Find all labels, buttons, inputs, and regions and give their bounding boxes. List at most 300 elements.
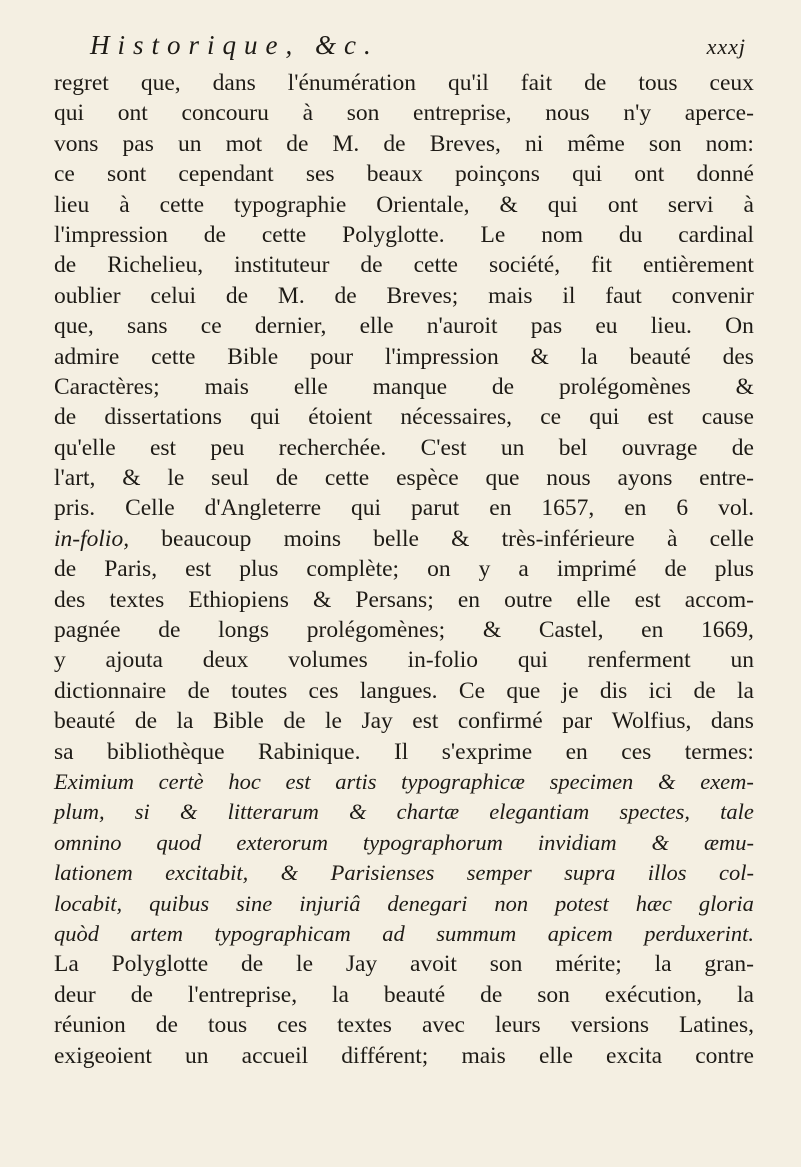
word: entreprise, — [413, 100, 512, 127]
word: imprimé — [556, 556, 637, 583]
word: ce — [54, 161, 75, 188]
word: l'entreprise, — [187, 981, 298, 1008]
word: nous — [546, 465, 591, 492]
word: seul — [211, 465, 250, 492]
word: concouru — [181, 100, 269, 127]
word: sa — [54, 738, 74, 765]
word: de — [584, 70, 607, 96]
word: lieu — [54, 191, 90, 218]
word: renferment — [587, 647, 691, 674]
word: est — [285, 768, 311, 794]
word: & — [179, 799, 198, 825]
word: de — [54, 556, 77, 583]
word: sont — [107, 161, 147, 188]
word: en — [565, 738, 588, 765]
word: étoient — [308, 404, 373, 431]
word: outre — [504, 586, 553, 613]
word: d'Angleterre — [204, 495, 322, 522]
word: poinçons — [455, 161, 540, 188]
word: C'est — [420, 434, 467, 461]
text-line — [54, 706, 754, 736]
word: ce — [540, 404, 562, 431]
word: certè — [158, 768, 204, 794]
word: que — [506, 677, 541, 704]
word: & — [499, 191, 518, 218]
word: de — [664, 556, 687, 583]
word: qui — [54, 100, 85, 127]
word: cette — [159, 191, 205, 218]
word: elle — [576, 586, 611, 613]
word: ajouta — [105, 647, 163, 674]
word: termes: — [684, 738, 754, 765]
word: ces — [308, 677, 339, 704]
word: dans — [212, 70, 256, 96]
word: gran- — [704, 951, 754, 978]
word: que, — [140, 70, 181, 96]
word: de — [480, 981, 503, 1008]
word: langues. — [359, 677, 438, 704]
word: de — [54, 404, 77, 431]
word: un — [500, 434, 525, 461]
word: admire — [54, 343, 120, 370]
word: qui — [547, 191, 578, 218]
word: la — [176, 708, 194, 735]
word: nom: — [705, 130, 754, 157]
word: summum — [436, 920, 517, 946]
word: nous — [545, 100, 590, 127]
word: instituteur — [234, 252, 330, 279]
word: cette — [324, 465, 370, 492]
word: l'impression — [384, 343, 499, 370]
word: Breves; — [386, 282, 459, 309]
word: potest — [555, 890, 609, 916]
word: in-folio — [407, 647, 479, 674]
word: sine — [236, 890, 273, 916]
word: tous — [638, 70, 678, 96]
word: toutes — [231, 677, 288, 704]
word: de — [225, 282, 249, 309]
word: qui — [589, 404, 620, 431]
word: deux — [202, 647, 249, 674]
text-line — [54, 615, 754, 645]
text-line — [54, 190, 754, 220]
text-line — [54, 98, 754, 128]
word: denegari — [387, 890, 468, 916]
word: Celle — [125, 495, 175, 522]
word: on — [427, 556, 451, 583]
word: cette — [413, 252, 458, 279]
text-line — [54, 524, 754, 554]
word: recherchée. — [278, 434, 387, 461]
word: pagnée — [54, 617, 121, 644]
word: que — [485, 465, 520, 492]
text-line — [54, 281, 754, 311]
word: accueil — [241, 1042, 309, 1069]
word: mais — [204, 373, 249, 400]
word: specimen — [549, 768, 634, 794]
word: beaucoup — [161, 525, 252, 552]
text-line — [54, 828, 754, 858]
word: si — [134, 799, 150, 825]
word: ouvrage — [621, 434, 698, 461]
word: & — [735, 373, 754, 400]
word: plus — [239, 556, 279, 583]
word: la — [737, 677, 754, 704]
word: son — [489, 951, 523, 978]
word: l'énumération — [287, 70, 416, 96]
word: contre — [695, 1042, 754, 1069]
book-page — [54, 30, 754, 1071]
word: typographorum — [362, 829, 503, 855]
word: ont — [634, 161, 665, 188]
page-number: xxxj — [706, 34, 746, 59]
word: qu'il — [447, 70, 489, 96]
word: invidiam — [537, 829, 617, 855]
word: plum, — [54, 799, 105, 825]
text-line — [54, 493, 754, 523]
word: M. — [332, 130, 360, 157]
word: de — [693, 677, 716, 704]
word: tale — [720, 799, 754, 825]
word: non — [494, 890, 529, 916]
word: typographicæ — [401, 768, 525, 794]
word: nom — [541, 221, 583, 248]
word: ayons — [617, 465, 673, 492]
word: de — [130, 981, 153, 1008]
word: tous — [207, 1012, 248, 1039]
running-head — [54, 30, 754, 66]
word: spectes, — [619, 799, 691, 825]
word: cette — [261, 221, 307, 248]
text-line — [54, 767, 754, 797]
word: beauté — [54, 708, 116, 735]
word: société, — [488, 252, 561, 279]
word: un — [177, 130, 202, 157]
word: dictionnaire — [54, 677, 167, 704]
word: que, — [54, 313, 94, 340]
word: à — [666, 525, 678, 552]
word: Parisienses — [330, 860, 435, 886]
word: de — [54, 252, 77, 279]
word: Bible — [227, 343, 279, 370]
word: est — [412, 708, 439, 735]
word: convenir — [671, 282, 754, 309]
word: vol. — [718, 495, 754, 522]
word: est — [647, 404, 674, 431]
word: le — [325, 708, 342, 735]
word: 6 — [676, 495, 689, 522]
word: eu — [595, 313, 618, 340]
text-line — [54, 220, 754, 250]
word: aperce- — [684, 100, 754, 127]
word: elegantiam — [489, 799, 590, 825]
word: a — [518, 556, 529, 583]
running-title: Historique, &c. — [90, 30, 379, 60]
word: artis — [335, 768, 377, 794]
word: son — [648, 130, 682, 157]
word: avoit — [409, 951, 457, 978]
word: qui — [517, 647, 548, 674]
word: quòd — [54, 920, 99, 946]
word: textes — [337, 1012, 392, 1039]
word: typographicam — [214, 920, 351, 946]
word: prolégomènes — [558, 373, 691, 400]
word: in-folio, — [54, 525, 130, 552]
word: gloria — [698, 890, 754, 916]
word: omnino — [54, 829, 122, 855]
word: lieu. — [650, 313, 692, 340]
word: Latines, — [678, 1012, 754, 1039]
word: qu'elle — [54, 434, 116, 461]
word: des — [722, 343, 754, 370]
word: celui — [150, 282, 197, 309]
word: est — [185, 556, 212, 583]
word: Orientale, — [376, 191, 470, 218]
word: entièrement — [642, 252, 754, 279]
word: elle — [293, 373, 328, 400]
word: avec — [421, 1012, 465, 1039]
word: de — [360, 252, 383, 279]
word: parut — [411, 495, 460, 522]
word: son — [537, 981, 570, 1008]
word: 1669, — [701, 617, 754, 644]
word: à — [743, 191, 754, 218]
text-line — [54, 68, 754, 98]
word: deur — [54, 981, 96, 1008]
word: bel — [558, 434, 588, 461]
text-line — [54, 889, 754, 919]
word: textes — [109, 586, 165, 613]
word: dernier, — [254, 313, 327, 340]
word: & — [530, 343, 549, 370]
word: qui — [572, 161, 603, 188]
word: espèce — [396, 465, 459, 492]
word: locabit, — [54, 890, 123, 916]
text-line — [54, 980, 754, 1010]
word: de — [203, 221, 226, 248]
word: en — [624, 495, 647, 522]
word: oublier — [54, 282, 121, 309]
word: & — [280, 860, 299, 886]
word: Polyglotte — [111, 951, 209, 978]
text-line — [54, 159, 754, 189]
word: apicem — [547, 920, 613, 946]
word: ce — [200, 313, 222, 340]
word: de — [187, 677, 210, 704]
word: 1657, — [541, 495, 595, 522]
word: ses — [305, 161, 335, 188]
word: de — [286, 130, 309, 157]
word: mais — [461, 1042, 506, 1069]
word: La — [54, 951, 79, 978]
word: litterarum — [227, 799, 319, 825]
word: de — [241, 951, 264, 978]
word: peu — [210, 434, 245, 461]
word: Jay — [345, 951, 378, 978]
word: dans — [710, 708, 754, 735]
word: un — [730, 647, 754, 674]
text-line — [54, 1041, 754, 1071]
word: moins — [283, 525, 342, 552]
word: de — [491, 373, 515, 400]
word: un — [185, 1042, 209, 1069]
word: est — [149, 434, 177, 461]
word: M. — [277, 282, 305, 309]
word: cependant — [178, 161, 274, 188]
text-line — [54, 554, 754, 584]
word: ad — [382, 920, 405, 946]
word: l'art, — [54, 465, 96, 492]
body-text — [54, 68, 754, 1071]
word: des — [54, 586, 86, 613]
word: perduxerint. — [644, 920, 754, 946]
word: hæc — [635, 890, 672, 916]
word: exterorum — [236, 829, 328, 855]
text-line — [54, 797, 754, 827]
word: le — [296, 951, 314, 978]
word: & — [651, 829, 670, 855]
word: exem- — [700, 768, 754, 794]
word: Il — [393, 738, 409, 765]
word: celle — [709, 525, 754, 552]
word: nécessaires, — [400, 404, 512, 431]
word: mais — [488, 282, 533, 309]
text-line — [54, 676, 754, 706]
word: exigeoient — [54, 1042, 152, 1069]
word: Caractères; — [54, 373, 160, 400]
word: regret — [54, 70, 109, 96]
word: cardinal — [678, 221, 754, 248]
text-line — [54, 737, 754, 767]
word: dissertations — [104, 404, 222, 431]
word: n'y — [623, 100, 652, 127]
text-line — [54, 311, 754, 341]
word: manque — [372, 373, 448, 400]
word: en — [457, 586, 481, 613]
word: sans — [127, 313, 168, 340]
word: de — [275, 465, 299, 492]
word: par — [562, 708, 593, 735]
word: de — [731, 434, 754, 461]
word: & — [658, 768, 676, 794]
text-line — [54, 645, 754, 675]
word: entre- — [699, 465, 754, 492]
word: Paris, — [104, 556, 158, 583]
word: dis — [599, 677, 628, 704]
word: excita — [606, 1042, 663, 1069]
word: de — [134, 708, 157, 735]
word: plus — [714, 556, 754, 583]
word: Jay — [361, 708, 393, 735]
text-line — [54, 250, 754, 280]
word: beauté — [383, 981, 446, 1008]
text-line — [54, 1010, 754, 1040]
word: quod — [156, 829, 202, 855]
text-line — [54, 372, 754, 402]
text-line — [54, 402, 754, 432]
word: Wolfius, — [611, 708, 692, 735]
word: bibliothèque — [107, 738, 225, 765]
word: même — [567, 130, 625, 157]
word: ici — [648, 677, 673, 704]
word: illos — [647, 860, 687, 886]
word: ont — [607, 191, 638, 218]
word: vons — [54, 130, 99, 157]
word: mot — [225, 130, 263, 157]
word: pas — [122, 130, 154, 157]
word: qui — [250, 404, 281, 431]
word: de — [283, 708, 306, 735]
word: beauté — [629, 343, 691, 370]
text-line — [54, 463, 754, 493]
text-line — [54, 949, 754, 979]
word: servi — [667, 191, 714, 218]
word: Ce — [458, 677, 485, 704]
word: son — [346, 100, 380, 127]
word: le — [167, 465, 185, 492]
word: la — [737, 981, 754, 1008]
word: elle — [538, 1042, 573, 1069]
text-line — [54, 585, 754, 615]
word: cette — [151, 343, 196, 370]
word: réunion — [54, 1012, 126, 1039]
word: de — [383, 130, 406, 157]
word: y — [54, 647, 66, 674]
word: chartæ — [396, 799, 460, 825]
word: y — [478, 556, 491, 583]
word: il — [562, 282, 576, 309]
word: beaux — [366, 161, 423, 188]
word: prolégomènes; — [306, 617, 446, 644]
word: la — [654, 951, 672, 978]
word: Castel, — [538, 617, 604, 644]
word: On — [725, 313, 754, 340]
word: typographie — [234, 191, 347, 218]
word: ces — [277, 1012, 308, 1039]
word: fit — [591, 252, 612, 279]
word: ces — [621, 738, 652, 765]
word: pour — [309, 343, 354, 370]
word: elle — [359, 313, 394, 340]
text-line — [54, 919, 754, 949]
text-line — [54, 129, 754, 159]
word: faut — [605, 282, 642, 309]
word: du — [618, 221, 643, 248]
word: Bible — [212, 708, 264, 735]
word: en — [641, 617, 664, 644]
word: ont — [117, 100, 148, 127]
word: qui — [351, 495, 382, 522]
word: longs — [218, 617, 270, 644]
word: exécution, — [604, 981, 703, 1008]
text-line — [54, 342, 754, 372]
word: en — [489, 495, 512, 522]
word: semper — [466, 860, 532, 886]
text-line — [54, 858, 754, 888]
word: mérite; — [555, 951, 622, 978]
word: à — [119, 191, 130, 218]
word: & — [348, 799, 367, 825]
word: de — [334, 282, 357, 309]
word: Polyglotte. — [342, 221, 445, 248]
word: différent; — [341, 1042, 429, 1069]
word: belle — [373, 525, 419, 552]
word: lationem — [54, 860, 133, 886]
word: Breves, — [429, 130, 501, 157]
word: cause — [701, 404, 754, 431]
word: quibus — [149, 890, 210, 916]
word: donné — [696, 161, 754, 188]
